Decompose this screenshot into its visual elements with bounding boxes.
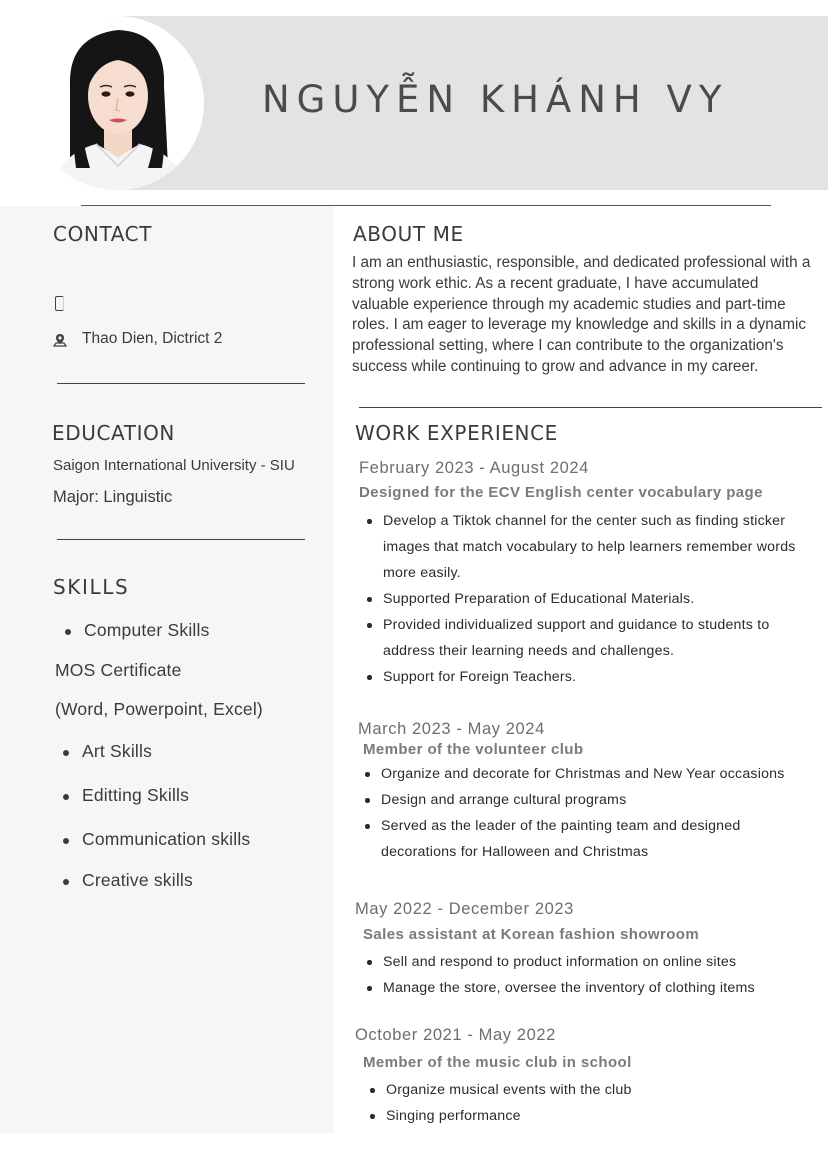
candidate-name: NGUYỄN KHÁNH VY [262,78,729,121]
profile-photo [30,16,204,190]
skill-editing: Editting Skills [82,785,190,805]
job-duty: Manage the store, oversee the inventory of clothing items [359,975,819,1001]
contact-heading: CONTACT [53,222,153,246]
job-duty: Served as the leader of the painting team and designed decorations for Halloween and Christmas [357,813,797,865]
about-text: I am an enthusiastic, responsible, and dedicated professional with a strong work ethic. As a recent graduate, I have accumulated valuable experience through my academic studies and part-time roles. I am eager to leverage my knowledge and skills in a dynamic professional setting, where I can contribute to the organization's success while continuing to grow and advance in my career. [352,254,811,375]
job-date: March 2023 - May 2024 [358,720,545,738]
skill-computer: Computer Skills [84,620,210,640]
skill-art: Art Skills [82,741,153,761]
job-duty: Supported Preparation of Educational Materials. [359,586,809,612]
job-date: February 2023 - August 2024 [359,459,589,477]
work-heading: WORK EXPERIENCE [355,421,558,445]
skill-creative: Creative skills [82,870,193,890]
job-title: Designed for the ECV English center vocabulary page [359,484,763,501]
skill-mos-detail: (Word, Powerpoint, Excel) [55,699,263,719]
job-duty: Support for Foreign Teachers. [359,664,809,690]
skill-bullet [63,750,69,756]
job-duty: Sell and respond to product information on online sites [359,949,819,975]
job-date: May 2022 - December 2023 [355,900,574,918]
location-pin-icon [53,333,67,347]
job-duties-list [362,1077,802,1129]
skill-bullet [63,794,69,800]
education-school: Saigon International University - SIU [53,457,295,474]
education-divider [57,539,305,540]
skill-bullet [65,629,71,635]
job-duty: Organize musical events with the club [362,1077,802,1103]
skill-mos-certificate: MOS Certificate [55,660,182,680]
skill-communication: Communication skills [82,829,251,849]
about-heading: ABOUT ME [353,222,464,246]
job-duty: Provided individualized support and guidance to students to address their learning needs and challenges. [359,612,809,664]
job-duty: Organize and decorate for Christmas and New Year occasions [357,761,797,787]
skill-bullet [63,879,69,885]
education-major: Major: Linguistic [53,488,173,506]
job-duties-list [357,761,797,865]
skills-heading: SKILLS [53,575,130,599]
job-duties-list [359,508,809,690]
job-duty: Design and arrange cultural programs [357,787,797,813]
job-title: Member of the volunteer club [363,741,584,758]
job-title: Member of the music club in school [363,1054,632,1071]
job-date: October 2021 - May 2022 [355,1026,556,1044]
about-divider [359,407,822,408]
job-duty: Singing performance [362,1103,802,1129]
education-heading: EDUCATION [52,421,175,445]
job-duties-list [359,949,819,1001]
skill-bullet [63,838,69,844]
job-title: Sales assistant at Korean fashion showroom [363,926,700,943]
phone-icon [55,296,64,311]
contact-divider [57,383,305,384]
contact-address: Thao Dien, Dictrict 2 [82,330,223,347]
job-duty: Develop a Tiktok channel for the center such as finding sticker images that match vocabulary to help learners remember words more easily. [359,508,809,586]
